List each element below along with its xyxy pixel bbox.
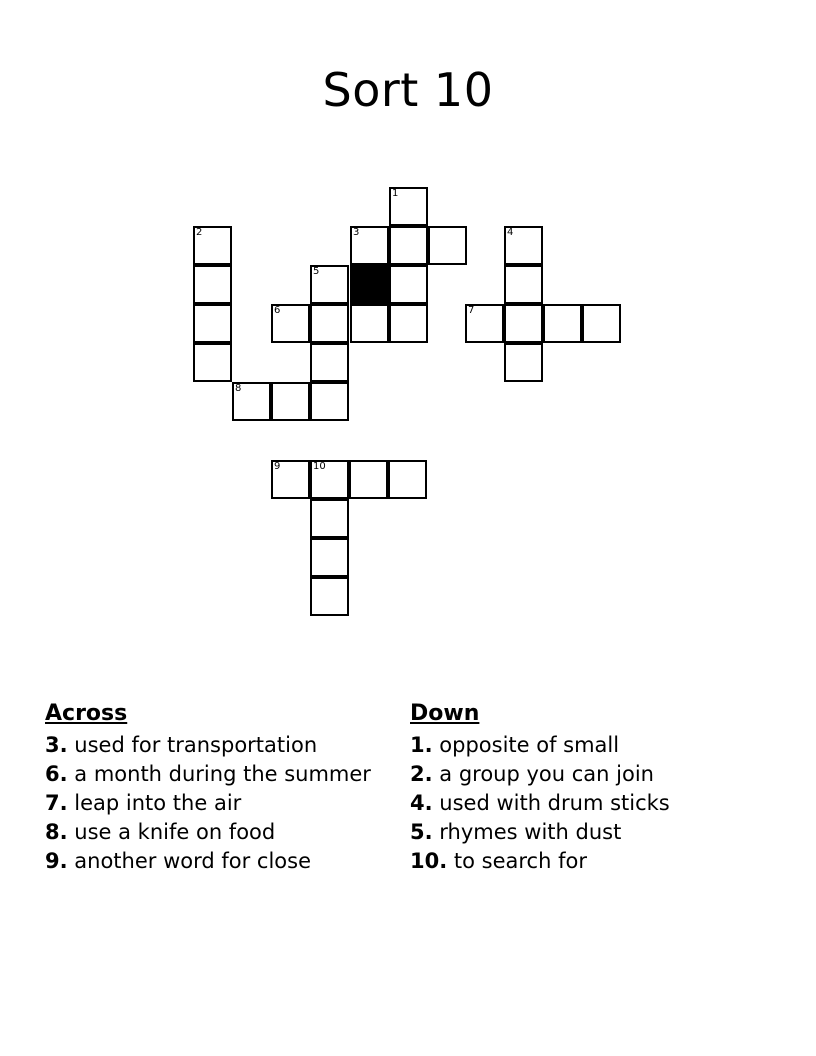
grid-cell[interactable] — [350, 226, 389, 265]
clue-text: rhymes with dust — [439, 820, 622, 844]
clue-text: a group you can join — [439, 762, 654, 786]
clue-item[interactable] — [410, 760, 790, 789]
grid-cell[interactable] — [310, 265, 349, 304]
cell-number: 10 — [313, 461, 326, 472]
clue-item[interactable] — [45, 731, 400, 760]
grid-cell[interactable] — [310, 382, 349, 421]
grid-cell[interactable] — [271, 304, 310, 343]
across-clues-column — [45, 700, 400, 876]
clue-text: used for transportation — [74, 733, 318, 757]
clue-number: 1. — [410, 733, 433, 757]
grid-cell[interactable] — [310, 460, 349, 499]
grid-cell[interactable] — [349, 460, 388, 499]
grid-cell[interactable] — [310, 577, 349, 616]
cell-number: 7 — [468, 305, 475, 316]
grid-cell[interactable] — [389, 304, 428, 343]
grid-cell[interactable] — [389, 265, 428, 304]
grid-cell[interactable] — [310, 499, 349, 538]
grid-cell[interactable] — [504, 343, 543, 382]
grid-cell[interactable] — [271, 460, 310, 499]
clue-number: 10. — [410, 849, 448, 873]
grid-cell[interactable] — [504, 304, 543, 343]
grid-cell[interactable] — [193, 265, 232, 304]
cell-number: 3 — [353, 227, 360, 238]
clue-item[interactable] — [45, 847, 400, 876]
clue-text: another word for close — [74, 849, 312, 873]
clue-item[interactable] — [410, 818, 790, 847]
cell-number: 2 — [196, 227, 203, 238]
clue-item[interactable] — [45, 760, 400, 789]
across-heading: Across — [45, 701, 128, 726]
grid-cell[interactable] — [428, 226, 467, 265]
down-heading: Down — [410, 701, 480, 726]
cell-number: 6 — [274, 305, 281, 316]
grid-cell[interactable] — [389, 187, 428, 226]
grid-cell[interactable] — [504, 226, 543, 265]
clue-item[interactable] — [45, 818, 400, 847]
grid-cell[interactable] — [232, 382, 271, 421]
clue-item[interactable] — [410, 789, 790, 818]
grid-cell[interactable] — [350, 304, 389, 343]
clue-lists — [0, 700, 816, 1000]
clue-number: 6. — [45, 762, 68, 786]
clue-number: 9. — [45, 849, 68, 873]
grid-cell[interactable] — [310, 304, 349, 343]
clue-number: 4. — [410, 791, 433, 815]
grid-cell[interactable] — [582, 304, 621, 343]
grid-cell[interactable] — [310, 343, 349, 382]
clue-number: 7. — [45, 791, 68, 815]
clue-text: a month during the summer — [74, 762, 371, 786]
clue-text: use a knife on food — [74, 820, 276, 844]
grid-cell[interactable] — [504, 265, 543, 304]
clue-number: 3. — [45, 733, 68, 757]
cell-number: 5 — [313, 266, 320, 277]
down-clue-list — [410, 731, 790, 876]
grid-cell[interactable] — [193, 226, 232, 265]
grid-cell[interactable] — [310, 538, 349, 577]
clue-number: 5. — [410, 820, 433, 844]
across-clue-list — [45, 731, 400, 876]
clue-number: 2. — [410, 762, 433, 786]
grid-cell[interactable] — [388, 460, 427, 499]
clue-item[interactable] — [410, 847, 790, 876]
grid-cell-blocked — [350, 265, 389, 304]
clue-number: 8. — [45, 820, 68, 844]
cell-number: 8 — [235, 383, 242, 394]
grid-cell[interactable] — [193, 304, 232, 343]
clue-text: opposite of small — [439, 733, 620, 757]
grid-cell[interactable] — [389, 226, 428, 265]
cell-number: 1 — [392, 188, 399, 199]
clue-text: used with drum sticks — [439, 791, 670, 815]
grid-cell[interactable] — [465, 304, 504, 343]
cell-number: 9 — [274, 461, 281, 472]
grid-cell[interactable] — [193, 343, 232, 382]
clue-item[interactable] — [45, 789, 400, 818]
cell-number: 4 — [507, 227, 514, 238]
clue-text: to search for — [453, 849, 587, 873]
page-title: Sort 10 — [322, 62, 494, 117]
down-clues-column — [410, 700, 790, 876]
clue-text: leap into the air — [74, 791, 242, 815]
clue-item[interactable] — [410, 731, 790, 760]
grid-cell[interactable] — [271, 382, 310, 421]
grid-cell[interactable] — [543, 304, 582, 343]
